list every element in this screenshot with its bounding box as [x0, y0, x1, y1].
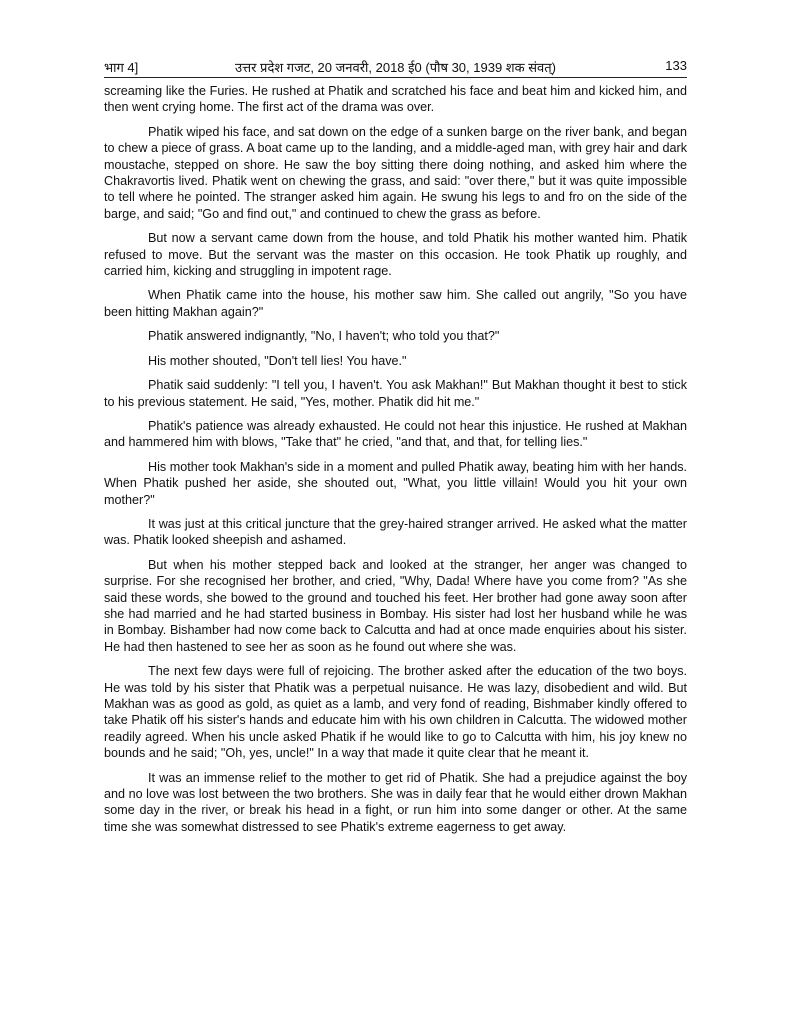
header-page-number: 133 — [665, 58, 687, 73]
paragraph: Phatik wiped his face, and sat down on the edge of a sunken barge on the river bank, and began to chew a piece of grass. A boat came up to the landing, and a middle-aged man, with grey hair and dark moustache, stepped on shore. He saw the boy sitting there doing nothing, and asked him where the Chakravortis lived. Phatik went on chewing the grass, and said: "over there," but it was quite impossible to tell where he pointed. The stranger asked him again. He swung his legs to and fro on the side of the barge, and said; "Go and find out," and continued to chew the grass as before. — [104, 124, 687, 221]
header-rule — [104, 77, 687, 78]
paragraph: Phatik said suddenly: "I tell you, I haven't. You ask Makhan!" But Makhan thought it best to stick to his previous statement. He said, "Yes, mother. Phatik did hit me." — [104, 378, 687, 409]
paragraph: When Phatik came into the house, his mother saw him. She called out angrily, "So you have been hitting Makhan again?" — [104, 288, 687, 319]
paragraph: His mother took Makhan's side in a moment and pulled Phatik away, beating him with her hands. When Phatik pushed her aside, she shouted out, "What, you little villain! Would you hit your own mother?" — [104, 459, 687, 507]
paragraph: But when his mother stepped back and looked at the stranger, her anger was changed to surprise. For she recognised her brother, and cried, "Why, Dada! Where have you come from? "As she said these words, she bowed to the ground and touched his feet. Her brother had gone away soon after she had married and he had started business in Bombay. His sister had lost her husband while he was in Bombay. Bishamber had now come back to Calcutta and had at once made enquiries about his sister. He had then hastened to see her as soon as he found out where she was. — [104, 557, 687, 654]
paragraph: screaming like the Furies. He rushed at Phatik and scratched his face and beat him and kicked him, and then went crying home. The first act of the drama was over. — [104, 84, 687, 115]
paragraph: It was an immense relief to the mother to get rid of Phatik. She had a prejudice against the boy and no love was lost between the two brothers. She was in daily fear that he would either drown Makhan some day in the river, or break his head in a fight, or run him into some danger or other. At the same time she was somewhat distressed to see Phatik's extreme eagerness to get away. — [104, 770, 687, 834]
paragraph: His mother shouted, "Don't tell lies! You have." — [148, 353, 407, 368]
paragraph: The next few days were full of rejoicing. The brother asked after the education of the two boys. He was told by his sister that Phatik was a perpetual nuisance. He was lazy, disobedient and wild. But Makhan was as good as gold, as quiet as a lamb, and very fond of reading, Bishmaber kindly offered to take Phatik off his sister's hands and educate him with his own children in Calcutta. The widowed mother readily agreed. When his uncle asked Phatik if he would like to go to Calcutta with him, his joy knew no bounds and he said; "Oh, yes, uncle!" In a way that made it quite clear that he meant it. — [104, 664, 687, 761]
header-section: भाग 4] — [104, 60, 139, 75]
header-title: उत्तर प्रदेश गजट, 20 जनवरी, 2018 ई0 (पौष 30, 1939 शक संवत्) — [235, 60, 556, 75]
page-header — [104, 54, 687, 80]
paragraph: Phatik's patience was already exhausted. He could not hear this injustice. He rushed at Makhan and hammered him with blows, "Take that" he cried, "and that, and that, for telling lies." — [104, 418, 687, 450]
paragraph: It was just at this critical juncture that the grey-haired stranger arrived. He asked what the matter was. Phatik looked sheepish and ashamed. — [104, 516, 687, 548]
paragraph: Phatik answered indignantly, "No, I haven't; who told you that?" — [148, 329, 500, 344]
article-body — [104, 83, 687, 843]
paragraph: But now a servant came down from the house, and told Phatik his mother wanted him. Phatik refused to move. But the servant was the master on this occasion. He took Phatik up roughly, and carried him, kicking and struggling in impotent rage. — [104, 231, 687, 279]
